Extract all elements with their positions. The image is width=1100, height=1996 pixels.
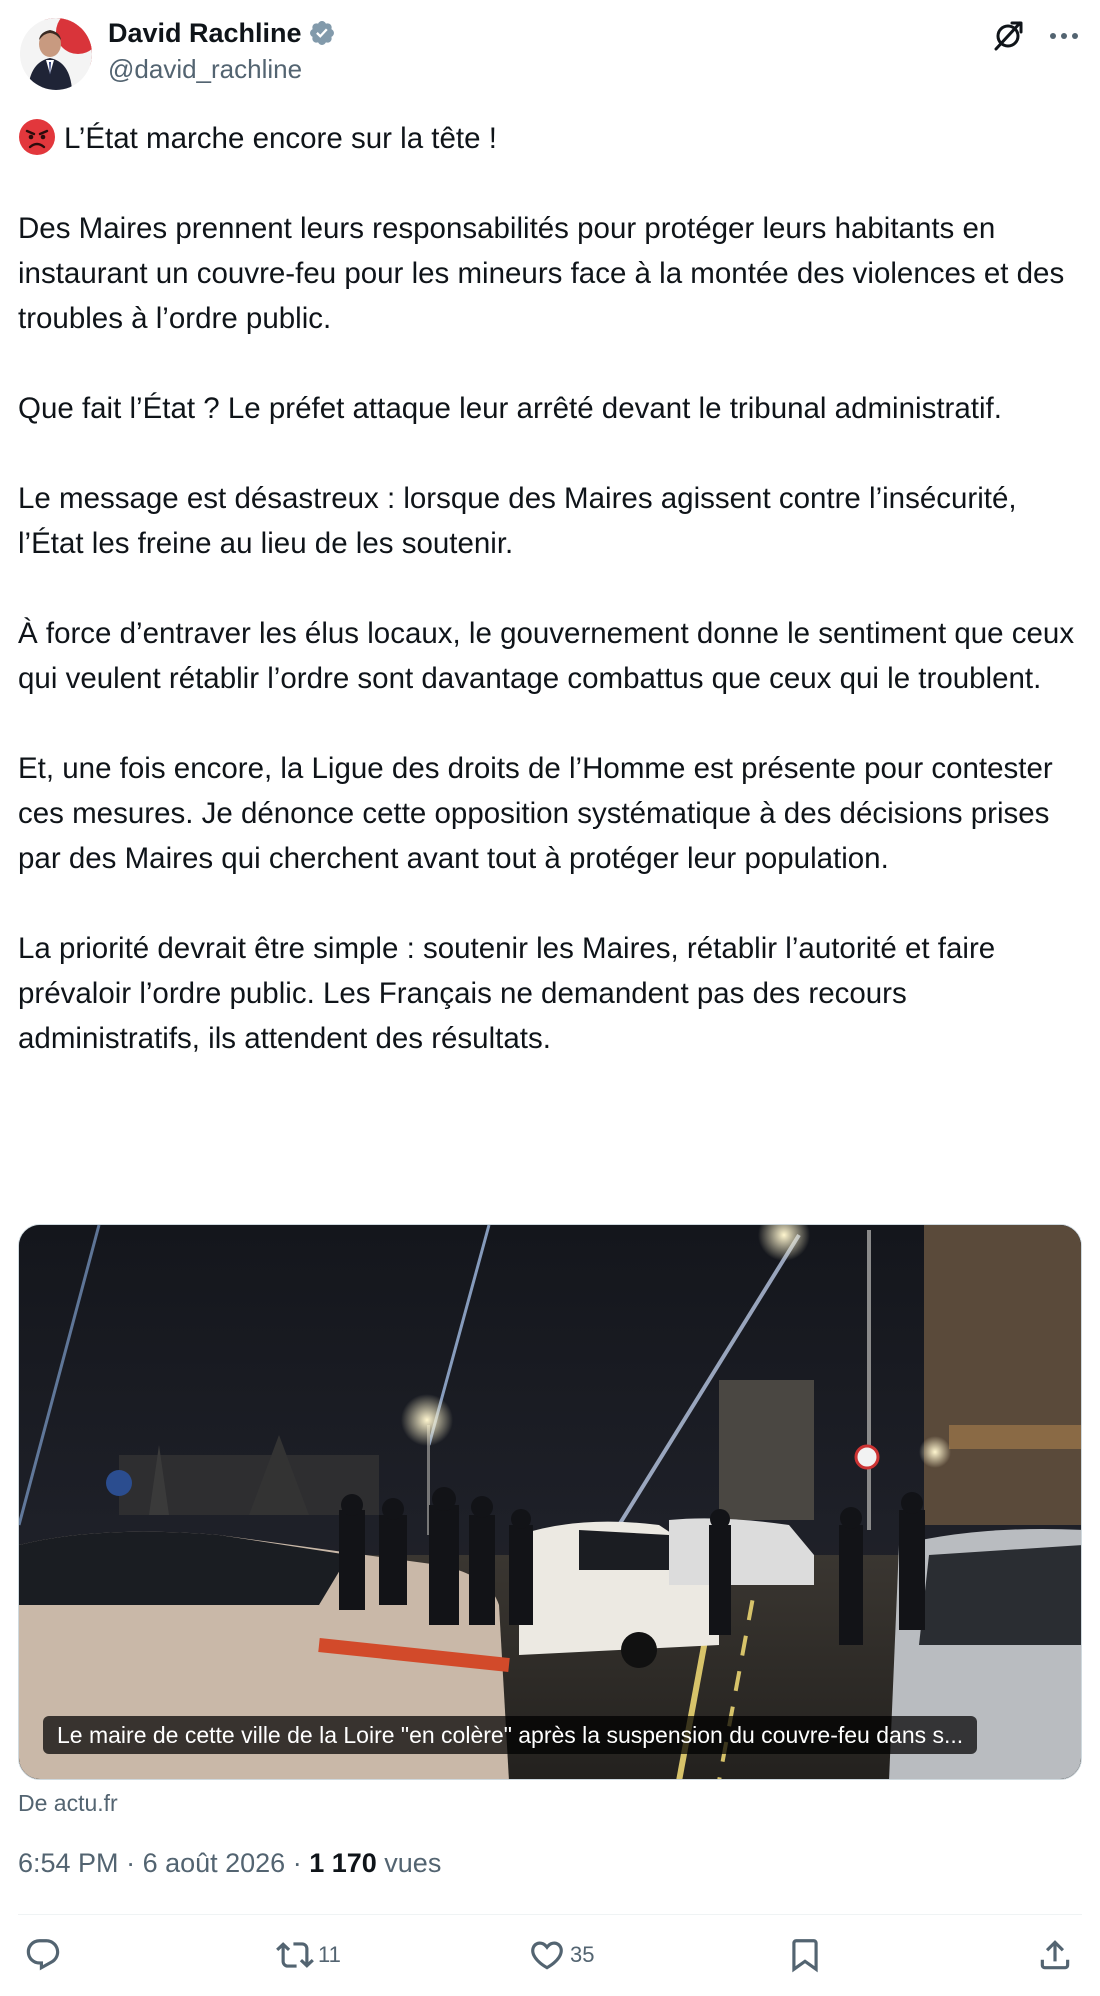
meta-separator: · — [118, 1848, 143, 1878]
handle[interactable]: @david_rachline — [108, 54, 303, 84]
more-options-icon[interactable] — [1046, 18, 1082, 54]
tweet-paragraph-text: L’État marche encore sur la tête ! — [64, 122, 497, 155]
author-info — [108, 16, 336, 85]
tweet-meta — [18, 1848, 441, 1879]
angry-face-emoji-icon — [18, 118, 56, 156]
tweet-paragraph: Le message est désastreux : lorsque des Maires agissent contre l’insécurité, l’État les freine au lieu de les soutenir. — [18, 482, 1017, 560]
bookmark-button[interactable] — [786, 1936, 824, 1974]
tweet-date[interactable]: 6 août 2026 — [142, 1848, 286, 1878]
share-icon — [1036, 1936, 1074, 1974]
tweet-paragraph: Et, une fois encore, la Ligue des droits de l’Homme est présente pour contester ces mesures. Je dénonce cette opposition systématique à des décisions prises par des Maires qui cherchent avant tout à protéger leur population. — [18, 752, 1053, 875]
tweet-paragraph: La priorité devrait être simple : soutenir les Maires, rétablir l’autorité et faire prévaloir l’ordre public. Les Français ne demandent pas des recours administratifs, ils attendent des résultats. — [18, 932, 996, 1055]
meta-separator: · — [285, 1848, 310, 1878]
share-button[interactable] — [1036, 1936, 1074, 1974]
tweet-paragraph — [18, 116, 1082, 161]
reply-button[interactable] — [24, 1936, 66, 1974]
display-name[interactable]: David Rachline — [108, 17, 302, 48]
tweet-time[interactable]: 6:54 PM — [18, 1848, 119, 1878]
verified-badge-icon[interactable] — [308, 19, 336, 47]
bookmark-icon — [786, 1936, 824, 1974]
repost-button[interactable] — [276, 1936, 341, 1974]
tweet-paragraph: Que fait l’État ? Le préfet attaque leur arrêté devant le tribunal administratif. — [18, 392, 1002, 425]
grok-icon[interactable] — [990, 18, 1026, 54]
night-street-police-photo — [19, 1225, 1082, 1780]
repost-icon — [276, 1936, 314, 1974]
tweet-paragraph: Des Maires prennent leurs responsabilités pour protéger leurs habitants en instaurant un couvre-feu pour les mineurs face à la montée des violences et des troubles à l’ordre public. — [18, 212, 1065, 335]
name-row — [108, 16, 336, 50]
views-count: 1 170 — [309, 1848, 377, 1878]
divider — [18, 1914, 1082, 1915]
header-actions — [990, 18, 1082, 54]
avatar-image — [20, 18, 92, 90]
link-card-media[interactable] — [18, 1224, 1082, 1780]
like-button[interactable] — [528, 1936, 594, 1974]
avatar[interactable] — [20, 18, 92, 90]
media-caption — [43, 1716, 1057, 1759]
media-caption-text: Le maire de cette ville de la Loire "en colère" après la suspension du couvre-feu dans s... — [43, 1716, 977, 1754]
heart-icon — [528, 1936, 566, 1974]
repost-count: 11 — [318, 1942, 341, 1967]
action-bar — [18, 1936, 1082, 1986]
views-label: vues — [376, 1848, 442, 1878]
tweet-paragraph: À force d’entraver les élus locaux, le gouvernement donne le sentiment que ceux qui veulent rétablir l’ordre sont davantage combattus que ceux qui le troublent. — [18, 617, 1075, 695]
reply-icon — [24, 1936, 62, 1974]
link-source[interactable]: De actu.fr — [18, 1790, 118, 1816]
tweet-header — [18, 14, 1082, 94]
tweet-text — [18, 116, 1082, 1106]
like-count: 35 — [570, 1942, 595, 1967]
